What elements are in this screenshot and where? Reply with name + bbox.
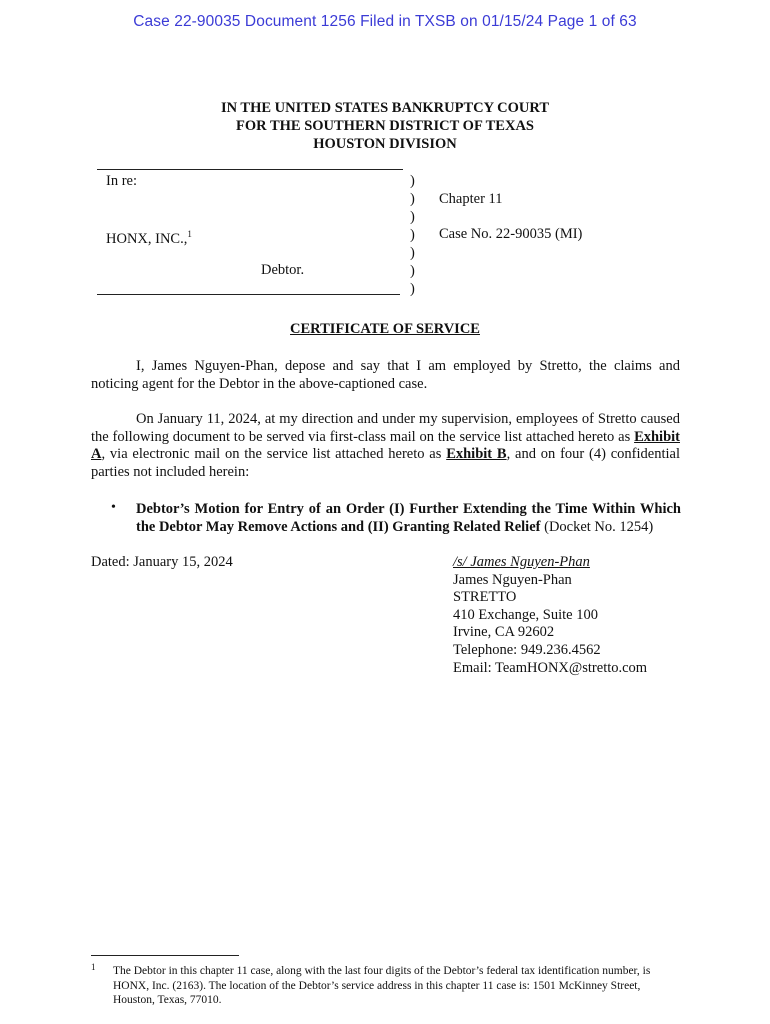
paragraph-service (91, 411, 680, 481)
court-line-1: IN THE UNITED STATES BANKRUPTCY COURT (220, 100, 550, 116)
caption-paren: ) (410, 227, 415, 243)
court-line-2: FOR THE SOUTHERN DISTRICT OF TEXAS (235, 118, 534, 134)
caption-paren: ) (410, 263, 415, 279)
served-document (136, 500, 681, 536)
footnote-divider (91, 955, 239, 956)
docket-header: Case 22-90035 Document 1256 Filed in TXSB on 01/15/24 Page 1 of 63 (133, 13, 637, 30)
caption-paren: ) (410, 245, 415, 261)
electronic-signature: /s/ James Nguyen-Phan (453, 554, 590, 570)
debtor-name (106, 225, 192, 248)
in-re-label: In re: (106, 173, 137, 189)
signer-address-1: 410 Exchange, Suite 100 (453, 606, 598, 623)
caption-bottom-rule (97, 294, 400, 295)
case-number: Case No. 22-90035 (MI) (439, 226, 583, 242)
signature-block (453, 554, 647, 677)
caption-paren: ) (410, 173, 415, 189)
service-text-3: , and on four (4) confidential parties not included herein: (91, 446, 680, 480)
signer-phone: Telephone: 949.236.4562 (453, 641, 601, 658)
chapter-label: Chapter 11 (439, 191, 503, 207)
service-text-2: , via electronic mail on the service list attached hereto as (101, 446, 447, 462)
served-document-title: Debtor’s Motion for Entry of an Order (I) Further Extending the Time Within Which the Debtor May Remove Actions and (II) Granting Related Relief (136, 501, 681, 535)
exhibit-b-label: Exhibit B (446, 446, 507, 462)
caption-paren: ) (410, 281, 415, 297)
served-document-docket: (Docket No. 1254) (540, 519, 654, 535)
bullet-icon: • (111, 500, 116, 515)
caption-top-rule (97, 169, 403, 170)
footnote-text: The Debtor in this chapter 11 case, along with the last four digits of the Debtor’s federal tax identification number, is HONX, Inc. (2163). The location of the Debtor’s service address in this chapter 11 case is: 1501 McKinney Street, Houston, Texas, 77010. (113, 965, 651, 1006)
caption-paren: ) (410, 191, 415, 207)
document-title: CERTIFICATE OF SERVICE (290, 321, 480, 337)
service-text-1: On January 11, 2024, at my direction and under my supervision, employees of Stretto caused the following document to be served via first-class mail on the service list attached hereto as (91, 411, 680, 445)
footnote-ref: 1 (187, 229, 192, 239)
paragraph-intro: I, James Nguyen-Phan, depose and say that I am employed by Stretto, the claims and noticing agent for the Debtor in the above-captioned case. (91, 358, 680, 392)
date-line: Dated: January 15, 2024 (91, 554, 233, 570)
debtor-name-text: HONX, INC., (106, 231, 188, 247)
signer-address-2: Irvine, CA 92602 (453, 624, 555, 641)
debtor-label: Debtor. (261, 262, 305, 278)
signer-email: Email: TeamHONX@stretto.com (453, 659, 648, 676)
court-line-3: HOUSTON DIVISION (313, 136, 457, 152)
court-caption-heading (0, 99, 770, 153)
signer-company: STRETTO (453, 589, 517, 606)
footnote-number: 1 (91, 962, 96, 972)
signer-name: James Nguyen-Phan (453, 571, 572, 588)
exhibit-a-label: Exhibit A (91, 428, 680, 462)
caption-paren: ) (410, 209, 415, 225)
